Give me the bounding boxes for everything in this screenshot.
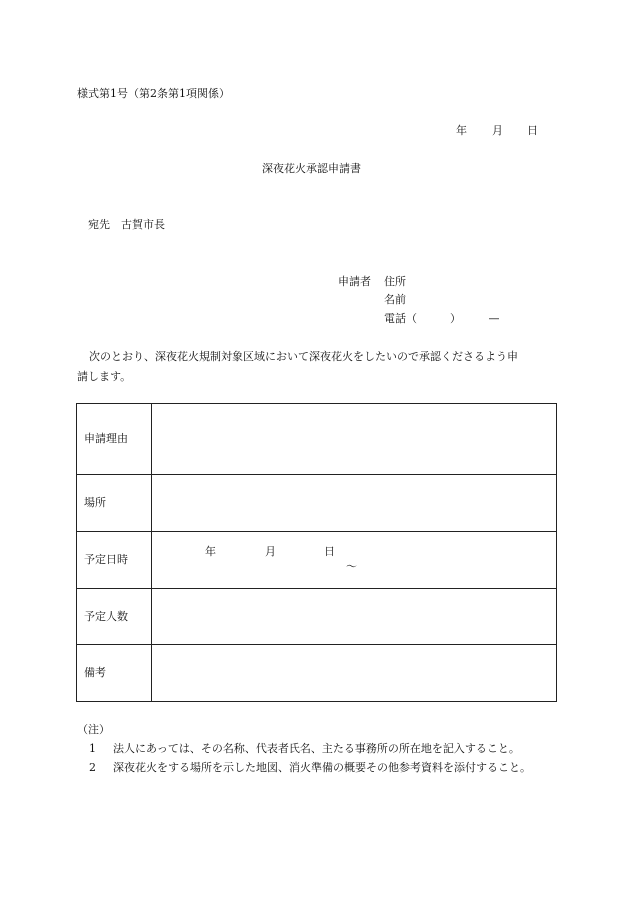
table-row <box>77 475 557 532</box>
datetime-range: 〜 <box>346 560 357 573</box>
phone-label: 電話（ ） — <box>384 312 500 325</box>
date-day: 日 <box>527 124 538 137</box>
table-row <box>77 532 557 589</box>
datetime-year: 年 <box>205 545 216 558</box>
body-text-line-2: 請します。 <box>77 370 132 383</box>
row-label-place: 場所 <box>77 475 152 532</box>
datetime-month: 月 <box>265 545 276 558</box>
note-item <box>89 742 520 755</box>
note-text: 深夜花火をする場所を示した地図、消火準備の概要その他参考資料を添付すること。 <box>113 761 531 774</box>
date-year: 年 <box>456 124 467 137</box>
applicant-label: 申請者 <box>338 275 371 288</box>
table-row <box>77 589 557 645</box>
note-text: 法人にあっては、その名称、代表者氏名、主たる事務所の所在地を記入すること。 <box>113 742 520 755</box>
row-label-reason: 申請理由 <box>77 404 152 475</box>
notes-heading: （注） <box>77 723 110 736</box>
row-value-place <box>152 475 557 532</box>
document-title: 深夜花火承認申請書 <box>262 162 361 175</box>
row-value-datetime <box>152 532 557 589</box>
name-label: 名前 <box>384 293 406 306</box>
form-number: 様式第1号（第2条第1項関係） <box>77 87 230 100</box>
row-value-reason <box>152 404 557 475</box>
row-value-headcount <box>152 589 557 645</box>
application-table <box>76 403 557 702</box>
row-label-remarks: 備考 <box>77 645 152 702</box>
row-label-datetime: 予定日時 <box>77 532 152 589</box>
row-value-remarks <box>152 645 557 702</box>
note-item <box>89 761 531 774</box>
row-label-headcount: 予定人数 <box>77 589 152 645</box>
recipient: 宛先 古賀市長 <box>88 218 165 231</box>
datetime-day: 日 <box>324 545 335 558</box>
note-number: 2 <box>89 761 96 774</box>
table-row <box>77 645 557 702</box>
address-label: 住所 <box>384 275 406 288</box>
body-text-line-1: 次のとおり、深夜花火規制対象区域において深夜花火をしたいので承認くださるよう申 <box>89 350 518 363</box>
date-month: 月 <box>492 124 503 137</box>
table-row <box>77 404 557 475</box>
note-number: 1 <box>89 742 96 755</box>
